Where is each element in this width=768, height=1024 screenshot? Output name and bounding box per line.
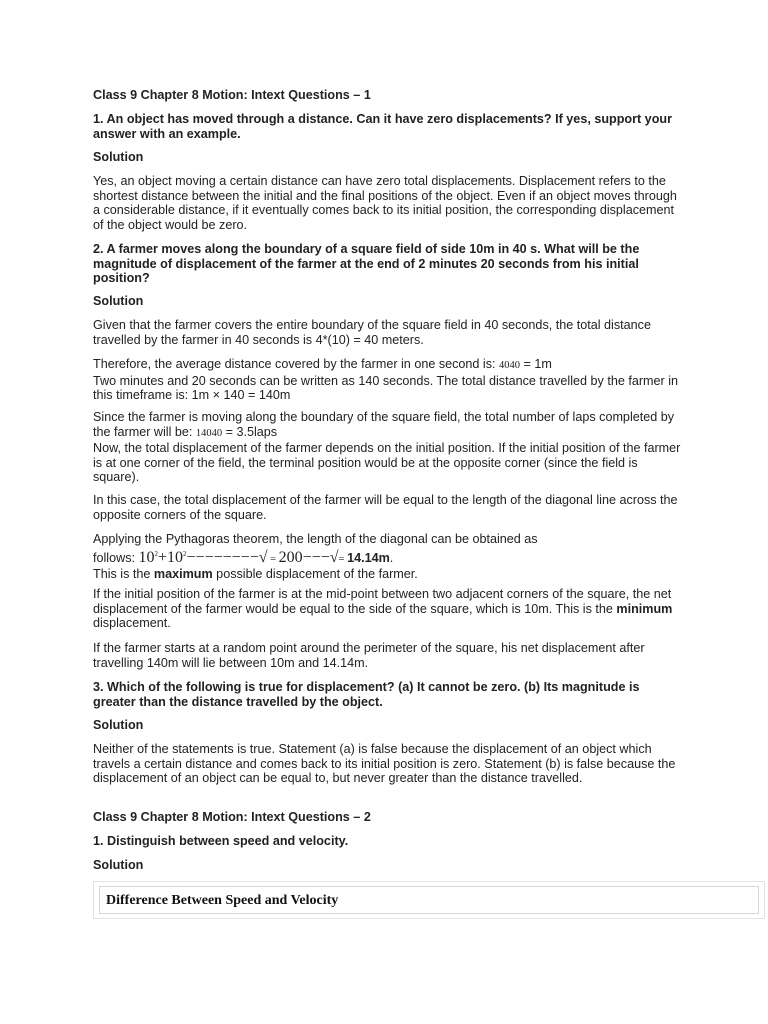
text: This is the xyxy=(93,567,154,582)
eq-radical: −−−√ xyxy=(302,548,339,566)
eq-part: 10 xyxy=(138,548,155,566)
question-1: 1. An object has moved through a distance. Can it have zero displacements? If yes, support your answer with an example. xyxy=(93,112,672,141)
answer-2-paragraph-1: Given that the farmer covers the entire boundary of the square field in 40 seconds, the total distance travelled by the farmer in 40 seconds is 4*(10) = 40 meters. xyxy=(93,318,651,347)
section-title-1: Class 9 Chapter 8 Motion: Intext Questions – 1 xyxy=(93,88,371,102)
text: Therefore, the average distance covered by the farmer in one second is: xyxy=(93,357,500,371)
text: Applying the Pythagoras theorem, the length of the diagonal can be obtained as xyxy=(93,532,538,546)
comparison-table xyxy=(93,881,765,919)
eq-part: 200 xyxy=(278,548,303,566)
question-4: 1. Distinguish between speed and velocity. xyxy=(93,834,349,848)
solution-label-4: Solution xyxy=(93,858,144,872)
text: possible displacement of the farmer. xyxy=(212,567,418,582)
eq-radical: −−−−−−−−√ xyxy=(186,548,268,566)
answer-2-paragraph-7: If the farmer starts at a random point around the perimeter of the square, his net displacement after travelling 140m will lie between 10m and 14.14m. xyxy=(93,641,645,670)
answer-3: Neither of the statements is true. Statement (a) is false because the displacement of an object which travels a certain distance and comes back to its initial position is zero. Statement (b) is false because the displacement of an object can be equal to, but never greater than the distance travelled. xyxy=(93,742,676,786)
emphasis: minimum xyxy=(616,601,673,616)
eq-part: = xyxy=(338,553,348,565)
text: Now, the total displacement of the farmer depends on the initial position. If the initial position of the farmer is at one corner of the field, the terminal position would be at the opposite corner (since the field is square). xyxy=(93,441,681,485)
answer-2-paragraph-6 xyxy=(93,587,683,631)
eq-sup: 2 xyxy=(154,549,158,558)
result: 14.14m xyxy=(347,550,390,565)
table-header-cell xyxy=(99,886,759,914)
eq-sup: 2 xyxy=(183,549,187,558)
answer-2-paragraph-4: In this case, the total displacement of the farmer will be equal to the length of the diagonal line across the opposite corners of the square. xyxy=(93,493,678,522)
fraction: 14040 xyxy=(195,427,223,439)
answer-2-paragraph-5 xyxy=(93,532,683,582)
text: If the initial position of the farmer is at the mid-point between two adjacent corners of the square, the net displacement of the farmer would be equal to the side of the square, which is 10m. This is the xyxy=(93,587,672,616)
eq-part: +10 xyxy=(158,548,184,566)
eq-part: = xyxy=(267,553,279,565)
answer-1: Yes, an object moving a certain distance can have zero total displacements. Displacement refers to the shortest distance between the initial and the final positions of the object. Even if an object moves through a considerable distance, if it eventually comes back to its initial position, the corresponding displacement of the object would be zero. xyxy=(93,174,677,232)
table-title: Difference Between Speed and Velocity xyxy=(106,893,339,908)
text: . xyxy=(389,550,394,565)
solution-label-1: Solution xyxy=(93,150,144,164)
text: Since the farmer is moving along the boundary of the square field, the total number of laps completed by the farmer will be: xyxy=(93,410,675,439)
emphasis: maximum xyxy=(153,567,213,582)
text: follows: xyxy=(93,550,139,565)
solution-label-3: Solution xyxy=(93,718,144,732)
text: = 3.5laps xyxy=(222,424,278,439)
answer-2-paragraph-2 xyxy=(93,357,683,403)
fraction: 4040 xyxy=(499,360,521,371)
answer-2-paragraph-3 xyxy=(93,410,683,485)
question-3: 3. Which of the following is true for displacement? (a) It cannot be zero. (b) Its magnitude is greater than the distance travelled by the object. xyxy=(93,680,640,709)
text: Two minutes and 20 seconds can be written as 140 seconds. The total distance travelled by the farmer in this timeframe is: 1m × 140 = 140m xyxy=(93,373,679,403)
section-title-2: Class 9 Chapter 8 Motion: Intext Questions – 2 xyxy=(93,810,371,824)
text: displacement. xyxy=(93,616,171,631)
text: = 1m xyxy=(520,357,552,371)
question-2: 2. A farmer moves along the boundary of a square field of side 10m in 40 s. What will be the magnitude of displacement of the farmer at the end of 2 minutes 20 seconds from his initial position? xyxy=(93,242,640,286)
equation xyxy=(139,549,348,566)
solution-label-2: Solution xyxy=(93,294,144,308)
